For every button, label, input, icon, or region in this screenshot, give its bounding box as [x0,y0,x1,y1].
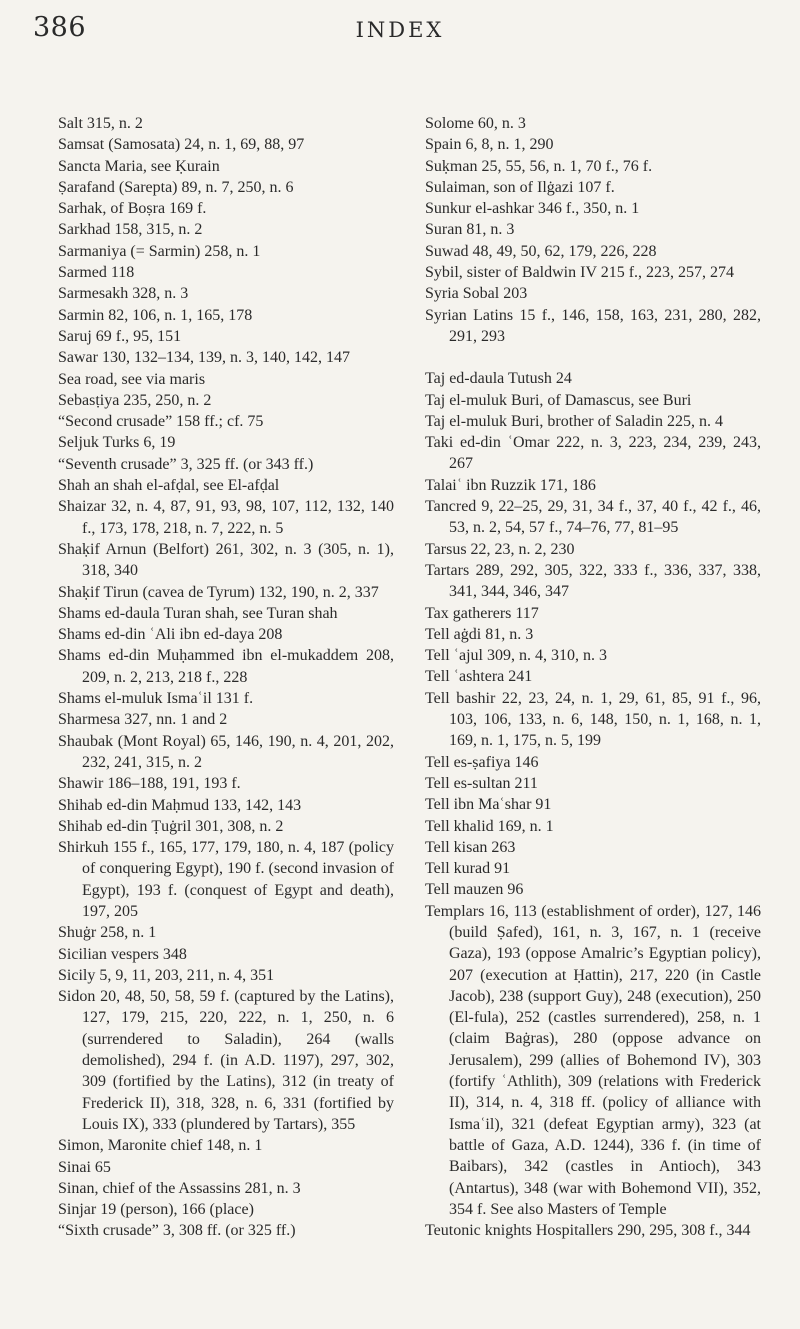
index-entry: Shams ed-din Muḥammed ibn el-mukaddem 208, 209, n. 2, 213, 218 f., 228 [58,647,394,686]
index-entry: Sharmesa 327, nn. 1 and 2 [58,711,228,729]
index-entry: Solome 60, n. 3 [425,115,526,132]
index-entry: Sarkhad 158, 315, n. 2 [58,221,203,239]
index-entry: Shaḳif Tirun (cavea de Tyrum) 132, 190, n. 2, 337 [58,583,379,601]
index-entry: Tarsus 22, 23, n. 2, 230 [425,540,575,558]
index-entry: Shams ed-din ʿAli ibn ed-daya 208 [58,626,283,644]
index-entry: Shah an shah el-afḍal, see El-afḍal [58,477,280,495]
index-entry: Tell aġdi 81, n. 3 [425,625,534,643]
index-entry: Tell es-ṣafiya 146 [425,753,539,771]
index-column-left [58,113,394,1242]
index-entry: Sinan, chief of the Assassins 281, n. 3 [58,1179,301,1197]
index-entry: Shawir 186–188, 191, 193 f. [58,775,241,793]
index-entry: Talaiʿ ibn Ruzzik 171, 186 [425,476,596,494]
index-entry: Sarhak, of Boṣra 169 f. [58,200,207,218]
index-entry: Tell kurad 91 [425,860,511,878]
index-entry: Sarmin 82, 106, n. 1, 165, 178 [58,306,253,324]
index-entry: Suwad 48, 49, 50, 62, 179, 226, 228 [425,242,657,260]
running-head: INDEX [355,18,445,42]
index-entry: Sunkur el-ashkar 346 f., 350, n. 1 [425,200,640,218]
index-entry: Tell ibn Maʿshar 91 [425,796,552,814]
index-entry: “Seventh crusade” 3, 325 ff. (or 343 ff.) [58,455,314,473]
index-entry: Shaḳif Arnun (Belfort) 261, 302, n. 3 (305, n. 1), 318, 340 [58,540,394,580]
index-entry: Sea road, see via maris [58,370,206,388]
index-entry: Tell es-sultan 211 [425,774,538,792]
index-entry: Sarmaniya (= Sarmin) 258, n. 1 [58,242,261,260]
index-entry: Sybil, sister of Baldwin IV 215 f., 223, 257, 274 [425,264,735,282]
index-entry: Sidon 20, 48, 50, 58, 59 f. (captured by the Latins), 127, 179, 215, 220, 222, n. 1, 250, n. 6 (surrendered to Saladin), 264 (walls demolished), 294 f. (in A.D. 1197), 297, 302, 309 (fortified by the Latins), 312 (in treaty of Frederick II), 318, 328, n. 6, 331 (fortified by Louis IX), 333 (plundered by Tartars), 355 [58,988,394,1133]
index-entry: Tell khalid 169, n. 1 [425,817,554,835]
index-entry: Taki ed-din ʿOmar 222, n. 3, 223, 234, 239, 243, 267 [425,434,761,473]
index-entry: Tell ʿashtera 241 [425,668,533,686]
index-entry: Shihab ed-din Maḥmud 133, 142, 143 [58,796,302,814]
index-entry: Syria Sobal 203 [425,285,528,303]
index-entry: Sarmesakh 328, n. 3 [58,285,189,303]
index-entry: Tell ʿajul 309, n. 4, 310, n. 3 [425,647,607,665]
index-entry: “Sixth crusade” 3, 308 ff. (or 325 ff.) [58,1222,296,1240]
index-entry: Shams el-muluk Ismaʿil 131 f. [58,690,254,708]
index-entry: “Second crusade” 158 ff.; cf. 75 [58,413,264,431]
index-entry: Sawar 130, 132–134, 139, n. 3, 140, 142, 147 [58,349,350,367]
index-entry: Sarmed 118 [58,264,135,282]
index-entry: Shihab ed-din Ṭuġril 301, 308, n. 2 [58,817,284,835]
index-entry: Suḳman 25, 55, 56, n. 1, 70 f., 76 f. [425,157,653,175]
page-number: 386 [33,12,87,43]
index-entry: Sinai 65 [58,1158,111,1176]
index-entry: Templars 16, 113 (establishment of order), 127, 146 (build Ṣafed), 161, n. 3, 167, n. 1 (receive Gaza), 193 (oppose Amalric’s Egyptian policy), 207 (execution at Ḥattin), 217, 220 (in Castle Jacob), 238 (support Guy), 248 (execution), 250 (El-fula), 252 (castles surrendered), 258, n. 1 (claim Baġras), 280 (oppose advance on Jerusalem), 299 (allies of Bohemond IV), 303 (fortify ʿAthlith), 309 (relations with Frederick II), 314, n. 4, 318 ff. (policy of alliance with Ismaʿil), 321 (defeat Egyptian army), 323 (at battle of Gaza, A.D. 1244), 336 f. (in time of Baibars), 342 (castles in Antioch), 343 (Antartus), 348 (war with Bohemond VII), 352, 354 f. See also Masters of Temple [425,902,761,1218]
index-entry: Shaubak (Mont Royal) 65, 146, 190, n. 4, 201, 202, 232, 241, 315, n. 2 [58,732,394,771]
index-entry: Shams ed-daula Turan shah, see Turan shah [58,604,338,622]
index-entry: Sancta Maria, see Ḳurain [58,157,220,175]
index-entry: Tancred 9, 22–25, 29, 31, 34 f., 37, 40 f., 42 f., 46, 53, n. 2, 54, 57 f., 74–76, 77, 81–95 [425,498,761,537]
index-entry: Ṣarafand (Sarepta) 89, n. 7, 250, n. 6 [58,178,294,196]
index-entry: Sicily 5, 9, 11, 203, 211, n. 4, 351 [58,966,275,984]
index-entry: Shaizar 32, n. 4, 87, 91, 93, 98, 107, 112, 132, 140 f., 173, 178, 218, n. 7, 222, n. 5 [58,498,394,537]
index-entry: Sulaiman, son of Ilġazi 107 f. [425,178,615,196]
index-entry: Simon, Maronite chief 148, n. 1 [58,1137,263,1155]
index-entry: Tell bashir 22, 23, 24, n. 1, 29, 61, 85, 91 f., 96, 103, 106, 133, n. 6, 148, 150, n. 1, 168, n. 1, 169, n. 1, 175, n. 5, 199 [425,689,761,750]
index-entry: Tell kisan 263 [425,838,516,856]
index-entry: Sicilian vespers 348 [58,945,187,963]
index-entry: Syrian Latins 15 f., 146, 158, 163, 231, 280, 282, 291, 293 [425,306,761,345]
index-entry: Saruj 69 f., 95, 151 [58,327,182,345]
index-entry: Shirkuh 155 f., 165, 177, 179, 180, n. 4, 187 (policy of conquering Egypt), 190 f. (second invasion of Egypt), 193 f. (conquest of Egypt and death), 197, 205 [58,839,394,920]
index-entry: Salt 315, n. 2 [58,115,143,132]
index-entry: Spain 6, 8, n. 1, 290 [425,136,554,154]
index-entry: Teutonic knights Hospitallers 290, 295, 308 f., 344 [425,1222,751,1240]
index-column-right [425,113,761,1241]
index-entry: Tartars 289, 292, 305, 322, 333 f., 336, 337, 338, 341, 344, 346, 347 [425,561,761,601]
index-entry: Tax gatherers 117 [425,604,539,622]
index-entry: Shuġr 258, n. 1 [58,924,157,942]
index-entry: Samsat (Samosata) 24, n. 1, 69, 88, 97 [58,136,305,154]
index-entry: Suran 81, n. 3 [425,221,515,239]
index-entry: Taj el-muluk Buri, of Damascus, see Buri [425,391,692,409]
index-entry: Sebasṭiya 235, 250, n. 2 [58,391,212,409]
index-entry: Seljuk Turks 6, 19 [58,434,176,452]
index-entry: Taj ed-daula Tutush 24 [425,370,572,388]
index-entry: Tell mauzen 96 [425,881,524,899]
index-entry: Sinjar 19 (person), 166 (place) [58,1201,254,1219]
index-entry: Taj el-muluk Buri, brother of Saladin 225, n. 4 [425,412,723,430]
